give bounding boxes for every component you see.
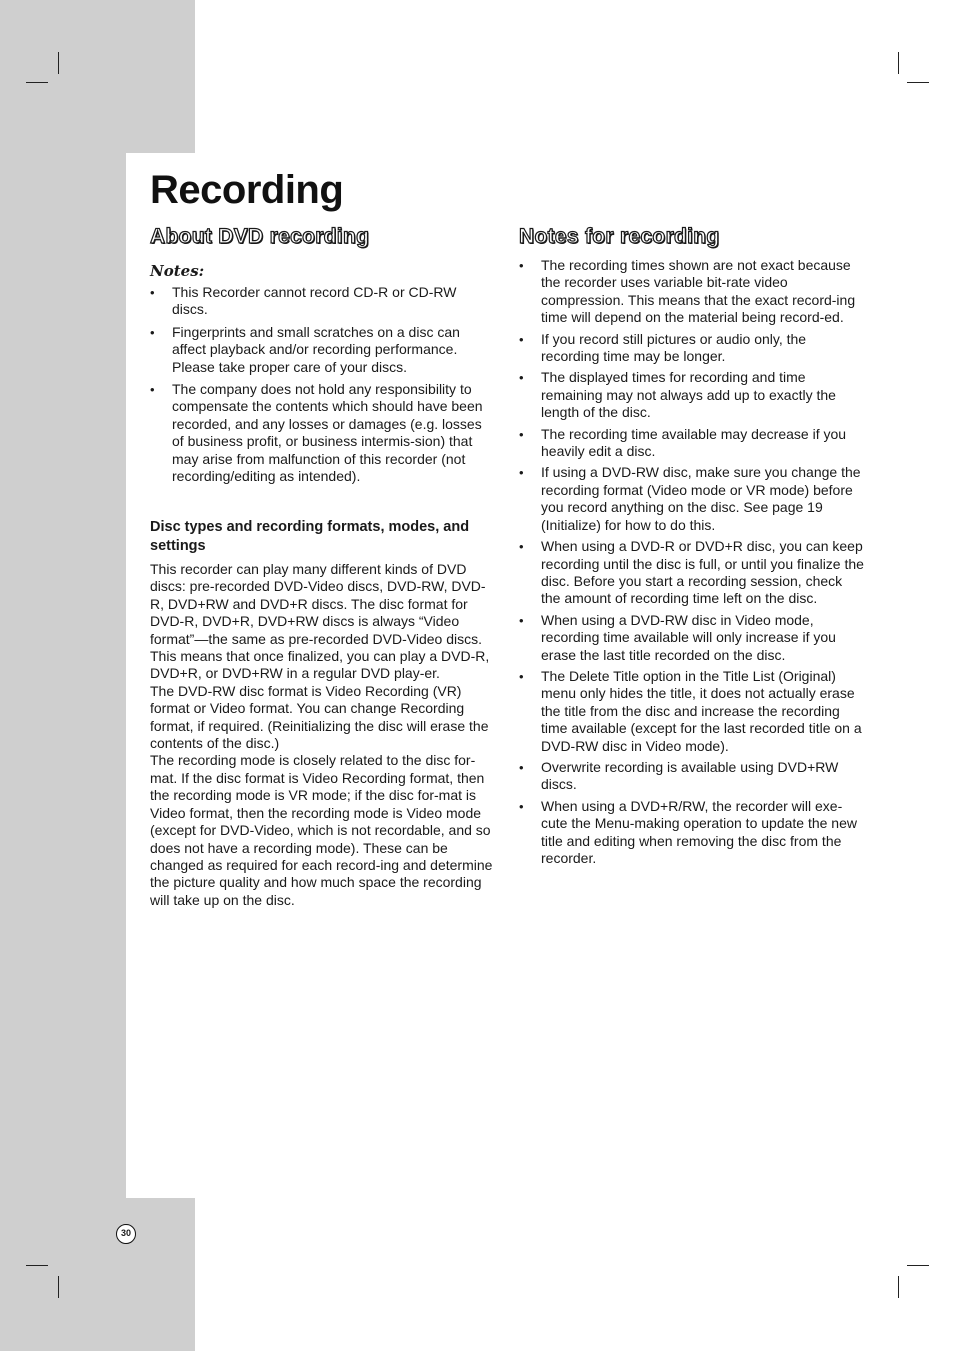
list-item: • Overwrite recording is available using DVD+RW discs. — [519, 759, 864, 794]
notes-for-recording-heading: Notes for recording — [519, 225, 720, 248]
about-dvd-heading: About DVD recording — [150, 225, 370, 248]
list-item: • If you record still pictures or audio only, the recording time may be longer. — [519, 331, 864, 366]
notes-label: Notes: — [150, 262, 205, 280]
list-item: • The recording times shown are not exact because the recorder uses variable bit-rate video compression. This means that the exact record-ing time will depend on the material being record-ed. — [519, 257, 864, 327]
crop-mark — [58, 52, 59, 74]
list-item: • When using a DVD+R/RW, the recorder will exe-cute the Menu-making operation to update the new title and editing when removing the disc from the recorder. — [519, 798, 864, 868]
disc-types-heading: Disc types and recording formats, modes, and settings — [150, 519, 470, 554]
side-tab-top — [0, 0, 195, 153]
list-item: • This Recorder cannot record CD-R or CD-RW discs. — [150, 284, 495, 319]
paragraph: The DVD-RW disc format is Video Recording (VR) format or Video format. You can change Recording format, if required. (Reinitializing the disc will erase the contents of the disc.) — [150, 682, 489, 752]
crop-mark — [907, 1265, 929, 1266]
crop-mark — [58, 1276, 59, 1298]
crop-mark — [907, 82, 929, 83]
side-tab-margin — [0, 153, 126, 1198]
disc-types-body — [150, 561, 496, 909]
list-item: • The displayed times for recording and time remaining may not always add up to exactly the length of the disc. — [519, 369, 864, 421]
crop-mark — [26, 1265, 48, 1266]
crop-mark — [898, 52, 899, 74]
recording-notes-list — [519, 257, 864, 867]
side-tab-bottom — [0, 1198, 195, 1351]
crop-mark — [898, 1276, 899, 1298]
page-number: 30 — [116, 1224, 136, 1244]
list-item: • The Delete Title option in the Title List (Original) menu only hides the title, it does not actually erase the title from the disc and increase the recording time available (except for the last recorded title on a DVD-RW disc in Video mode). — [519, 668, 864, 755]
list-item: • When using a DVD-RW disc in Video mode, recording time available will only increase if you erase the last title recorded on the disc. — [519, 612, 864, 664]
list-item: • The recording time available may decrease if you heavily edit a disc. — [519, 426, 864, 461]
crop-mark — [26, 82, 48, 83]
paragraph: This recorder can play many different kinds of DVD discs: pre-recorded DVD-Video discs, DVD-RW, DVD-R, DVD+RW and DVD+R discs. The disc format for DVD-R, DVD+R, DVD+RW discs is always “Video format”—the same as pre-recorded DVD-Video discs. This means that once finalized, you can play a DVD-R, DVD+R, or DVD+RW in a regular DVD play-er. — [150, 561, 490, 682]
list-item: • When using a DVD-R or DVD+R disc, you can keep recording until the disc is full, or until you finalize the disc. Before you start a recording session, check the amount of recording time left on the disc. — [519, 538, 864, 608]
notes-list — [150, 284, 495, 485]
list-item: • Fingerprints and small scratches on a disc can affect playback and/or recording performance. Please take proper care of your discs. — [150, 324, 495, 376]
page-title: Recording — [150, 168, 344, 212]
list-item: • If using a DVD-RW disc, make sure you change the recording format (Video mode or VR mode) before you record anything on the disc. See page 19 (Initialize) for how to do this. — [519, 464, 864, 534]
list-item: • The company does not hold any responsibility to compensate the contents which should have been recorded, and any losses or damages (e.g. losses of business profit, or business intermis-sion) that may arise from malfunction of this recorder (not recording/editing as intended). — [150, 381, 495, 485]
paragraph: The recording mode is closely related to the disc for-mat. If the disc format is Video Recording format, then the recording mode is VR mode; if the disc for-mat is Video format, then the recording mode is Video mode (except for DVD-Video, which is not recordable, and so does not have a recording mode). These can be changed as required for each record-ing and determine the picture quality and how much space the recording will take up on the disc. — [150, 752, 493, 908]
